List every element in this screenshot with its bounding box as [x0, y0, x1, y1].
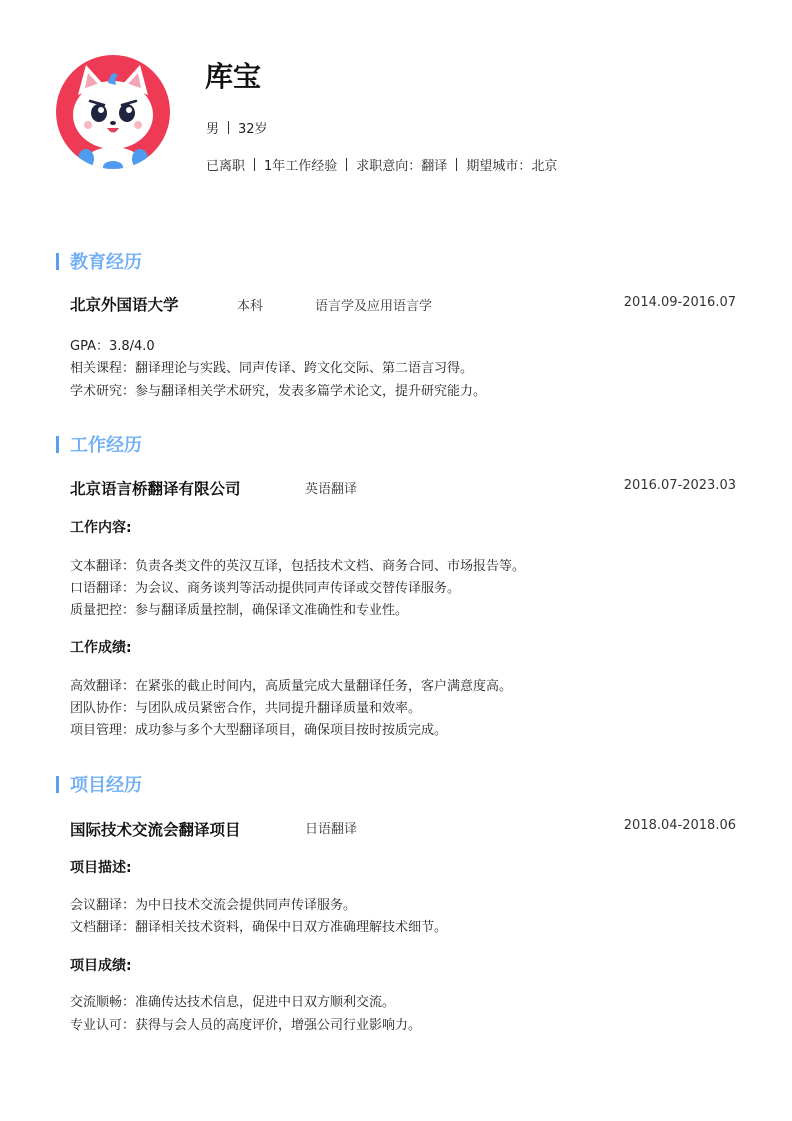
education-line: 学术研究：参与翻译相关学术研究，发表多篇学术论文，提升研究能力。 — [70, 384, 487, 399]
section-title: 工作经历 — [70, 435, 142, 456]
section-title: 教育经历 — [70, 252, 142, 273]
project-role: 日语翻译 — [305, 822, 358, 837]
job-role: 英语翻译 — [305, 482, 358, 497]
divider — [456, 158, 457, 171]
education-section-header — [56, 248, 142, 274]
project-result-title: 项目成绩: — [70, 958, 132, 974]
section-marker — [56, 776, 59, 793]
project-result-line: 专业认可：获得与会人员的高度评价，增强公司行业影响力。 — [70, 1018, 422, 1033]
basic-info — [206, 118, 268, 137]
cat-mascot-icon — [56, 55, 170, 169]
expected-city: 期望城市：北京 — [466, 159, 558, 174]
major: 语言学及应用语言学 — [315, 299, 433, 314]
candidate-name: 库宝 — [205, 60, 262, 93]
experience: 1年工作经验 — [264, 159, 338, 174]
project-section-header — [56, 771, 142, 797]
degree: 本科 — [237, 299, 264, 314]
work-achievement-title: 工作成绩: — [70, 640, 132, 656]
section-marker — [56, 253, 59, 270]
project-name: 国际技术交流会翻译项目 — [70, 821, 241, 839]
work-content-line: 文本翻译：负责各类文件的英汉互译，包括技术文档、商务合同、市场报告等。 — [70, 559, 526, 574]
divider — [228, 121, 229, 134]
age: 32岁 — [238, 122, 268, 137]
job-info — [206, 155, 557, 174]
divider — [254, 158, 255, 171]
project-date: 2018.04-2018.06 — [623, 818, 736, 833]
work-date: 2016.07-2023.03 — [623, 478, 736, 493]
project-result-line: 交流顺畅：准确传达技术信息，促进中日双方顺利交流。 — [70, 995, 396, 1010]
avatar — [56, 55, 170, 169]
project-desc-line: 文档翻译：翻译相关技术资料，确保中日双方准确理解技术细节。 — [70, 920, 448, 935]
section-title: 项目经历 — [70, 775, 142, 796]
education-line: GPA：3.8/4.0 — [70, 339, 155, 354]
school-name: 北京外国语大学 — [70, 296, 179, 314]
education-line: 相关课程：翻译理论与实践、同声传译、跨文化交际、第二语言习得。 — [70, 361, 474, 376]
work-achievement-line: 团队协作：与团队成员紧密合作，共同提升翻译质量和效率。 — [70, 701, 422, 716]
gender: 男 — [206, 122, 220, 137]
section-marker — [56, 436, 59, 453]
status: 已离职 — [206, 159, 246, 174]
work-achievement-line: 高效翻译：在紧张的截止时间内，高质量完成大量翻译任务，客户满意度高。 — [70, 679, 513, 694]
work-content-line: 质量把控：参与翻译质量控制，确保译文准确性和专业性。 — [70, 603, 409, 618]
work-achievement-line: 项目管理：成功参与多个大型翻译项目，确保项目按时按质完成。 — [70, 723, 448, 738]
work-content-line: 口语翻译：为会议、商务谈判等活动提供同声传译或交替传译服务。 — [70, 581, 461, 596]
job-intent: 求职意向：翻译 — [356, 159, 448, 174]
work-section-header — [56, 431, 142, 457]
education-date: 2014.09-2016.07 — [623, 295, 736, 310]
divider — [346, 158, 347, 171]
project-desc-title: 项目描述: — [70, 860, 132, 876]
company-name: 北京语言桥翻译有限公司 — [70, 480, 241, 498]
work-content-title: 工作内容: — [70, 520, 132, 536]
project-desc-line: 会议翻译：为中日技术交流会提供同声传译服务。 — [70, 898, 357, 913]
